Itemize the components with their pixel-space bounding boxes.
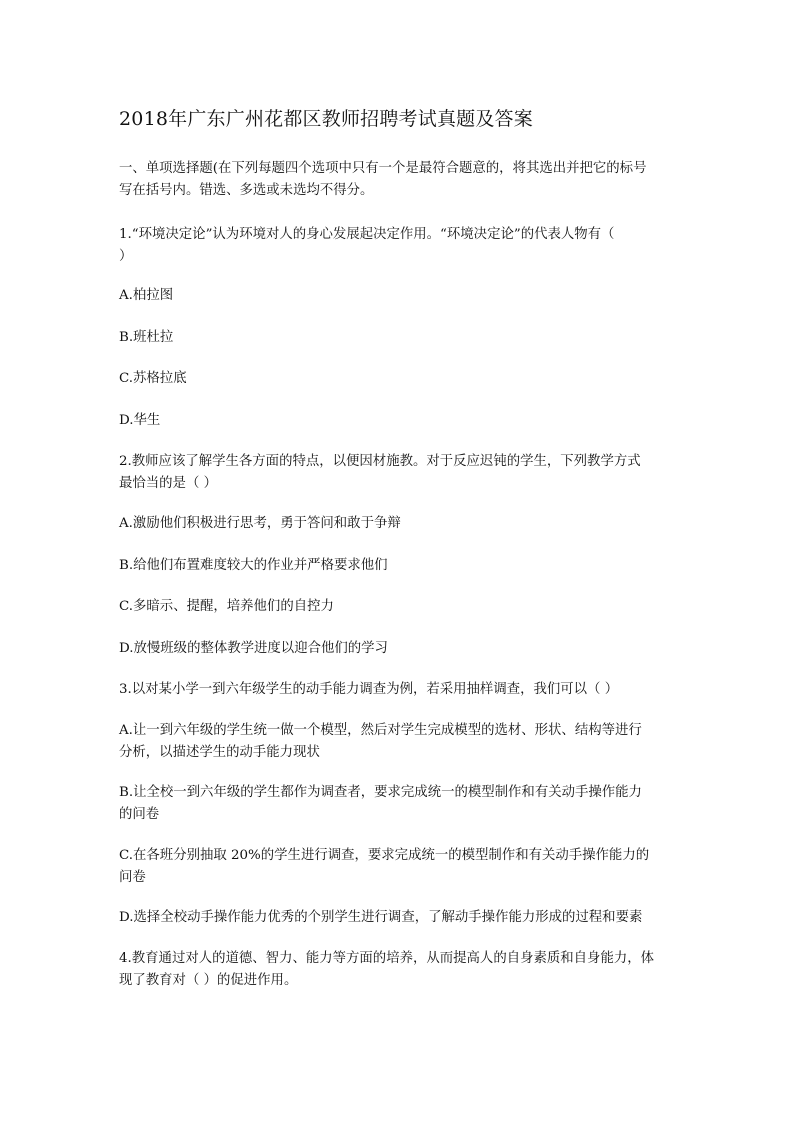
question-3-option-b-line-2: 的问卷 bbox=[119, 807, 160, 822]
question-3-option-c-line-1: C.在各班分别抽取 20%的学生进行调查，要求完成统一的模型制作和有关动手操作能力的 bbox=[119, 848, 650, 863]
question-4-stem-line-2: 现了教育对（ ）的促进作用。 bbox=[119, 973, 298, 988]
question-3-option-a-line-2: 分析，以描述学生的动手能力现状 bbox=[119, 745, 320, 760]
question-2-option-c: C.多暗示、提醒，培养他们的自控力 bbox=[119, 599, 334, 614]
question-1-option-c: C.苏格拉底 bbox=[119, 371, 187, 386]
question-1-option-a: A.柏拉图 bbox=[119, 288, 174, 303]
question-1-stem-line-1: 1.“环境决定论”认为环境对人的身心发展起决定作用。“环境决定论”的代表人物有（ bbox=[119, 227, 615, 242]
question-2-option-b: B.给他们布置难度较大的作业并严格要求他们 bbox=[119, 558, 388, 573]
question-3-stem-line-1: 3.以对某小学一到六年级学生的动手能力调查为例，若采用抽样调查，我们可以（ ） bbox=[119, 682, 619, 697]
question-4-stem-line-1: 4.教育通过对人的道德、智力、能力等方面的培养，从而提高人的自身素质和自身能力，体 bbox=[119, 951, 655, 966]
question-3-option-d: D.选择全校动手操作能力优秀的个别学生进行调查，了解动手操作能力形成的过程和要素 bbox=[119, 910, 643, 925]
question-2-stem-line-1: 2.教师应该了解学生各方面的特点，以便因材施教。对于反应迟钝的学生，下列教学方式 bbox=[119, 454, 641, 469]
question-2-stem-line-2: 最恰当的是（ ） bbox=[119, 476, 217, 491]
section-instruction-line-2: 写在括号内。错选、多选或未选均不得分。 bbox=[119, 183, 374, 198]
question-3-option-b-line-1: B.让全校一到六年级的学生都作为调查者，要求完成统一的模型制作和有关动手操作能力 bbox=[119, 785, 642, 800]
question-2-option-d: D.放慢班级的整体教学进度以迎合他们的学习 bbox=[119, 641, 388, 656]
question-3-option-a-line-1: A.让一到六年级的学生统一做一个模型，然后对学生完成模型的选材、形状、结构等进行 bbox=[119, 723, 642, 738]
question-1-option-b: B.班杜拉 bbox=[119, 330, 174, 345]
section-instruction-line-1: 一、单项选择题(在下列每题四个选项中只有一个是最符合题意的，将其选出并把它的标号 bbox=[119, 161, 647, 176]
question-1-option-d: D.华生 bbox=[119, 413, 161, 428]
document-title: 2018年广东广州花都区教师招聘考试真题及答案 bbox=[119, 108, 533, 130]
question-1-stem-line-2: ） bbox=[119, 249, 133, 264]
question-3-option-c-line-2: 问卷 bbox=[119, 870, 146, 885]
question-2-option-a: A.激励他们积极进行思考，勇于答问和敢于争辩 bbox=[119, 516, 401, 531]
